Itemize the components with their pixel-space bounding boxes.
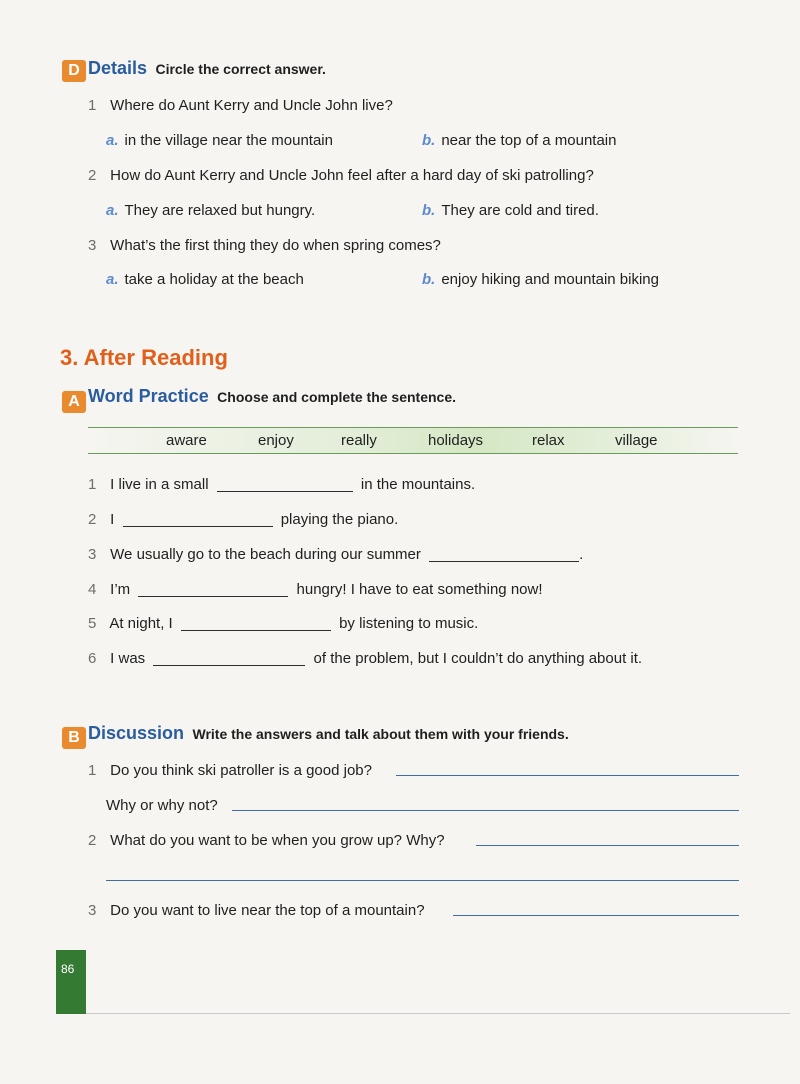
option-letter: b.	[422, 132, 436, 149]
details-header	[88, 58, 326, 79]
details-q3-option-a[interactable]	[106, 271, 304, 288]
question-text: Do you think ski patroller is a good job?	[110, 762, 372, 779]
word-practice-sentence-3	[88, 546, 583, 563]
sentence-number: 4	[88, 581, 97, 598]
answer-blank[interactable]	[138, 582, 288, 597]
option-text: take a holiday at the beach	[124, 271, 304, 288]
word-practice-header	[88, 386, 456, 407]
details-q1-option-a[interactable]	[106, 132, 333, 149]
sentence-before: I’m	[110, 581, 131, 598]
option-text: near the top of a mountain	[441, 132, 617, 149]
option-letter: b.	[422, 271, 436, 288]
sentence-after: in the mountains.	[360, 476, 476, 493]
sentence-after: hungry! I have to eat something now!	[296, 581, 543, 598]
question-number: 1	[88, 97, 97, 114]
question-text: Where do Aunt Kerry and Uncle John live?	[110, 97, 393, 114]
sentence-before: We usually go to the beach during our summer	[110, 546, 421, 563]
word-bank-item: really	[341, 432, 377, 449]
answer-line[interactable]	[476, 845, 739, 846]
details-question-2	[88, 167, 594, 184]
question-text: How do Aunt Kerry and Uncle John feel after a hard day of ski patrolling?	[110, 167, 594, 184]
discussion-question-3	[88, 902, 425, 919]
answer-line[interactable]	[106, 880, 739, 881]
sentence-after: playing the piano.	[280, 511, 399, 528]
option-letter: b.	[422, 202, 436, 219]
answer-line[interactable]	[396, 775, 739, 776]
sentence-after: .	[579, 546, 584, 563]
word-bank-item: relax	[532, 432, 565, 449]
details-q3-option-b[interactable]	[422, 271, 659, 288]
word-practice-instruction: Choose and complete the sentence.	[217, 389, 457, 405]
details-question-3	[88, 237, 441, 254]
word-practice-sentence-4	[88, 581, 543, 598]
discussion-header	[88, 723, 569, 744]
sentence-after: by listening to music.	[339, 615, 479, 632]
sentence-number: 1	[88, 476, 97, 493]
word-practice-sentence-2	[88, 511, 398, 528]
sentence-before: I was	[110, 650, 146, 667]
answer-blank[interactable]	[181, 616, 331, 631]
sentence-after: of the problem, but I couldn’t do anything about it.	[313, 650, 643, 667]
question-text: What do you want to be when you grow up? Why?	[110, 832, 445, 849]
answer-blank[interactable]	[429, 547, 579, 562]
question-number: 1	[88, 762, 97, 779]
discussion-question-2	[88, 832, 445, 849]
page-number-tab	[56, 950, 86, 1014]
answer-blank[interactable]	[123, 512, 273, 527]
sentence-before: I	[110, 511, 115, 528]
word-practice-title: Word Practice	[88, 386, 209, 406]
word-bank	[88, 427, 738, 454]
option-text: enjoy hiking and mountain biking	[441, 271, 659, 288]
option-letter: a.	[106, 271, 119, 288]
word-bank-item: enjoy	[258, 432, 294, 449]
sentence-before: At night, I	[109, 615, 173, 632]
sentence-before: I live in a small	[110, 476, 209, 493]
details-title: Details	[88, 58, 148, 78]
option-letter: a.	[106, 202, 119, 219]
word-practice-sentence-5	[88, 615, 478, 632]
question-number: 3	[88, 237, 97, 254]
word-bank-item: holidays	[428, 432, 484, 449]
details-q2-option-a[interactable]	[106, 202, 315, 219]
question-text: What’s the first thing they do when spring comes?	[110, 237, 441, 254]
word-bank-item: aware	[166, 432, 207, 449]
discussion-badge: B	[62, 727, 86, 749]
details-instruction: Circle the correct answer.	[155, 61, 326, 77]
details-q2-option-b[interactable]	[422, 202, 599, 219]
discussion-question-1-follow-up: Why or why not?	[106, 797, 218, 814]
question-number: 2	[88, 832, 97, 849]
word-practice-badge: A	[62, 391, 86, 413]
question-text: Do you want to live near the top of a mountain?	[110, 902, 425, 919]
option-text: They are relaxed but hungry.	[124, 202, 316, 219]
question-number: 2	[88, 167, 97, 184]
details-question-1	[88, 97, 393, 114]
answer-line[interactable]	[453, 915, 739, 916]
discussion-instruction: Write the answers and talk about them with your friends.	[192, 726, 569, 742]
question-number: 3	[88, 902, 97, 919]
word-bank-item: village	[615, 432, 658, 449]
details-q1-option-b[interactable]	[422, 132, 616, 149]
sentence-number: 3	[88, 546, 97, 563]
discussion-question-1	[88, 762, 372, 779]
word-practice-sentence-1	[88, 476, 475, 493]
answer-blank[interactable]	[153, 651, 305, 666]
after-reading-heading: 3. After Reading	[60, 345, 228, 370]
word-practice-sentence-6	[88, 650, 642, 667]
option-text: They are cold and tired.	[441, 202, 599, 219]
answer-blank[interactable]	[217, 477, 353, 492]
footer-divider	[86, 1013, 790, 1014]
discussion-title: Discussion	[88, 723, 185, 743]
sentence-number: 6	[88, 650, 97, 667]
option-text: in the village near the mountain	[124, 132, 333, 149]
answer-line[interactable]	[232, 810, 739, 811]
page-number: 86	[61, 962, 75, 976]
sentence-number: 2	[88, 511, 97, 528]
details-badge: D	[62, 60, 86, 82]
sentence-number: 5	[88, 615, 97, 632]
option-letter: a.	[106, 132, 119, 149]
